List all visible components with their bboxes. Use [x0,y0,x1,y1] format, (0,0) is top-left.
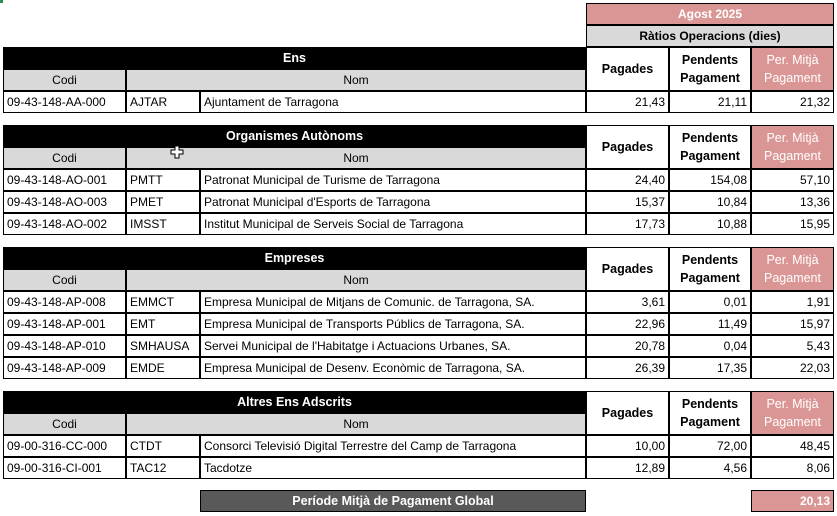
row-nom: Tacdotze [200,457,586,479]
row-sigla: EMT [126,313,200,335]
row-mitja: 13,36 [751,191,834,213]
row-mitja: 5,43 [751,335,834,357]
column-pendents: Pendents Pagament [669,47,751,91]
row-nom: Consorci Televisió Digital Terrestre del Camp de Tarragona [200,435,586,457]
row-pagades: 24,40 [586,169,669,191]
row-pagades: 3,61 [586,291,669,313]
column-mitja: Per. Mitjà Pagament [751,391,834,435]
row-codi: 09-43-148-AP-009 [3,357,126,379]
row-codi: 09-43-148-AP-001 [3,313,126,335]
column-codi: Codi [3,269,126,291]
row-mitja: 15,95 [751,213,834,235]
column-codi: Codi [3,69,126,91]
column-mitja: Per. Mitjà Pagament [751,47,834,91]
row-pendents: 0,04 [669,335,751,357]
row-sigla: PMTT [126,169,200,191]
column-pendents: Pendents Pagament [669,125,751,169]
column-codi: Codi [3,147,126,169]
row-sigla: AJTAR [126,91,200,113]
row-pagades: 20,78 [586,335,669,357]
column-codi: Codi [3,413,126,435]
column-nom: Nom [126,69,586,91]
row-pagades: 22,96 [586,313,669,335]
row-pendents: 10,84 [669,191,751,213]
row-nom: Empresa Municipal de Desenv. Econòmic de Tarragona, SA. [200,357,586,379]
row-nom: Institut Municipal de Serveis Social de Tarragona [200,213,586,235]
row-pendents: 154,08 [669,169,751,191]
row-pagades: 12,89 [586,457,669,479]
column-pendents: Pendents Pagament [669,391,751,435]
row-mitja: 15,97 [751,313,834,335]
row-codi: 09-43-148-AP-008 [3,291,126,313]
row-pagades: 26,39 [586,357,669,379]
row-sigla: IMSST [126,213,200,235]
row-nom: Empresa Municipal de Mitjans de Comunic. de Tarragona, SA. [200,291,586,313]
column-nom: Nom [126,413,586,435]
global-label: Període Mitjà de Pagament Global [200,490,586,512]
ratios-title: Ràtios Operacions (dies) [586,25,834,47]
row-codi: 09-43-148-AA-000 [3,91,126,113]
period-header: Agost 2025 [586,3,834,25]
row-pagades: 15,37 [586,191,669,213]
section-title: Organismes Autònoms [3,125,586,147]
row-pagades: 21,43 [586,91,669,113]
row-mitja: 1,91 [751,291,834,313]
column-pagades: Pagades [586,247,669,291]
cross-cursor-icon [170,145,184,159]
row-nom: Patronat Municipal de Turisme de Tarragona [200,169,586,191]
column-pagades: Pagades [586,47,669,91]
column-mitja: Per. Mitjà Pagament [751,125,834,169]
row-mitja: 22,03 [751,357,834,379]
row-pendents: 0,01 [669,291,751,313]
row-mitja: 21,32 [751,91,834,113]
row-nom: Ajuntament de Tarragona [200,91,586,113]
row-sigla: SMHAUSA [126,335,200,357]
column-nom: Nom [126,147,586,169]
row-pendents: 4,56 [669,457,751,479]
section-title: Ens [3,47,586,69]
global-value: 20,13 [751,490,834,512]
row-nom: Patronat Municipal d'Esports de Tarragona [200,191,586,213]
row-mitja: 57,10 [751,169,834,191]
row-codi: 09-43-148-AO-003 [3,191,126,213]
row-nom: Empresa Municipal de Transports Públics de Tarragona, SA. [200,313,586,335]
column-nom: Nom [126,269,586,291]
row-mitja: 8,06 [751,457,834,479]
column-pagades: Pagades [586,125,669,169]
row-codi: 09-43-148-AP-010 [3,335,126,357]
section-title: Altres Ens Adscrits [3,391,586,413]
section-title: Empreses [3,247,586,269]
row-codi: 09-00-316-CC-000 [3,435,126,457]
row-sigla: EMMCT [126,291,200,313]
row-codi: 09-00-316-CI-001 [3,457,126,479]
row-codi: 09-43-148-AO-001 [3,169,126,191]
row-mitja: 48,45 [751,435,834,457]
row-pagades: 17,73 [586,213,669,235]
row-sigla: CTDT [126,435,200,457]
row-nom: Servei Municipal de l'Habitatge i Actuacions Urbanes, SA. [200,335,586,357]
row-pendents: 11,49 [669,313,751,335]
row-sigla: PMET [126,191,200,213]
column-mitja: Per. Mitjà Pagament [751,247,834,291]
row-pendents: 10,88 [669,213,751,235]
row-sigla: TAC12 [126,457,200,479]
row-sigla: EMDE [126,357,200,379]
column-pagades: Pagades [586,391,669,435]
cell-marker-icon [0,0,3,3]
row-pagades: 10,00 [586,435,669,457]
column-pendents: Pendents Pagament [669,247,751,291]
row-pendents: 17,35 [669,357,751,379]
row-pendents: 72,00 [669,435,751,457]
row-pendents: 21,11 [669,91,751,113]
row-codi: 09-43-148-AO-002 [3,213,126,235]
